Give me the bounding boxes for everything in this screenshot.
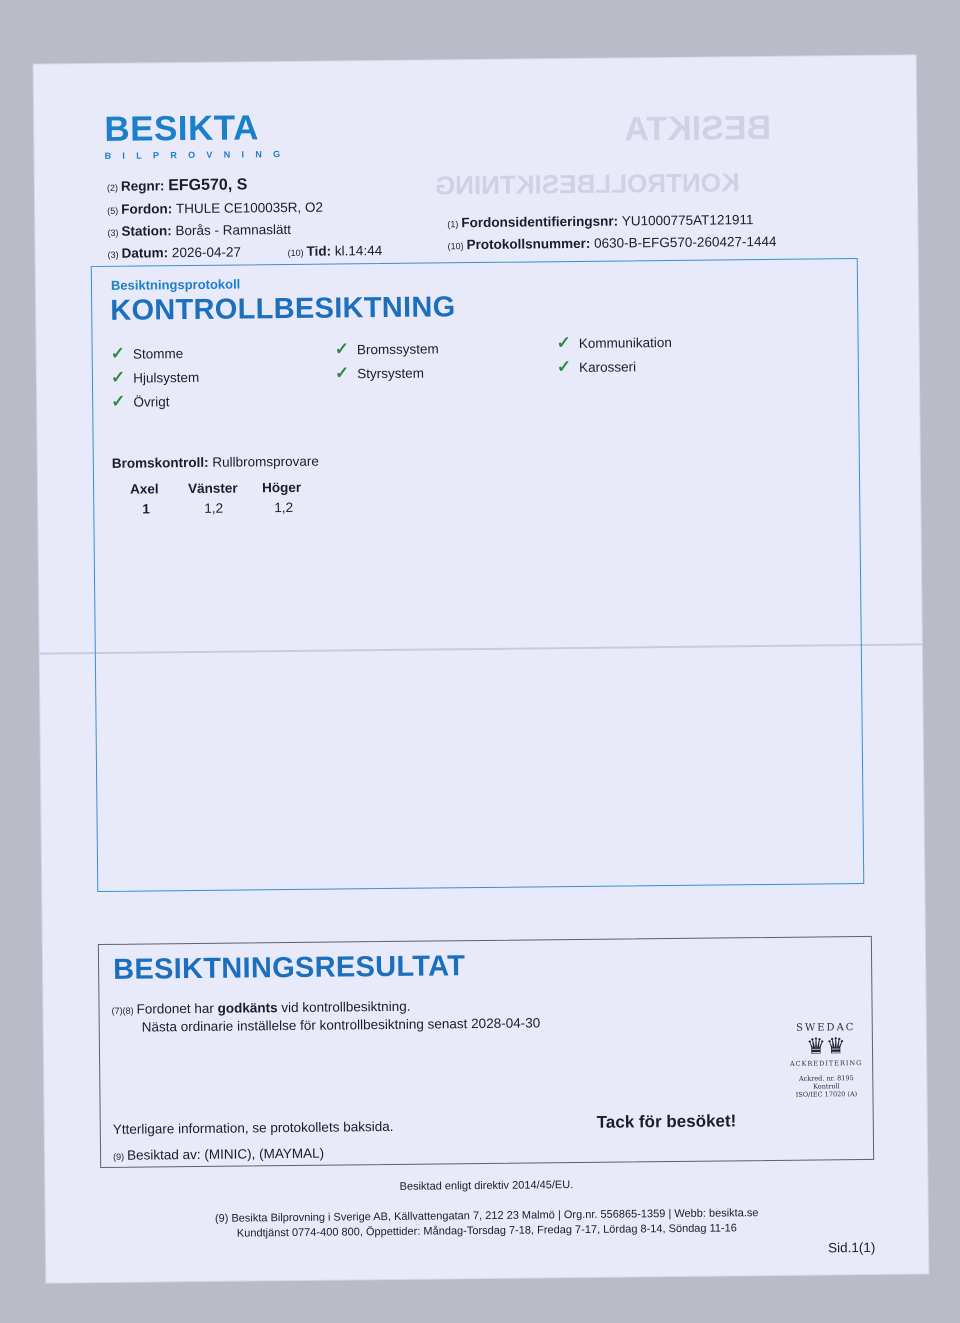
brake-cell-hoger: 1,2 [274,499,294,516]
tid-row: (10) Tid: kl.14:44 [287,243,383,259]
check-item-stomme: ✓ Stomme [110,343,184,363]
checkmark-icon: ✓ [110,343,126,363]
footer-directive: Besiktad enligt direktiv 2014/45/EU. [399,1179,574,1193]
logo-wordmark: BESIKTA [104,108,260,149]
protocol-title: KONTROLLBESIKTNING [110,291,456,327]
result-thanks: Tack för besöket! [596,1111,737,1132]
brake-header-vanster: Vänster [188,480,238,497]
station-row: (3) Station: Borås - Ramnaslätt [107,221,292,239]
three-crowns-icon: ♛♛ [806,1033,846,1059]
inspector-row: (9) Besiktad av: (MINIC), (MAYMAL) [113,1145,325,1163]
result-title: BESIKTNINGSRESULTAT [112,950,466,986]
protokoll-value: 0630-B-EFG570-260427-1444 [594,233,777,251]
checkmark-icon: ✓ [334,339,349,359]
footer-company: (9) Besikta Bilprovning i Sverige AB, Källvattengatan 7, 212 23 Malmö | Org.nr. 556865-1359 | Webb: besikta.se [214,1207,759,1225]
protocol-box [91,258,865,892]
besikta-logo [104,110,291,161]
protokoll-row: (10) Protokollsnummer: 0630-B-EFG570-260427-1444 [447,233,777,253]
checkmark-icon: ✓ [556,333,571,353]
datum-row: (3) Datum: 2026-04-27 [107,244,242,261]
brake-control-value: Rullbromsprovare [212,453,319,470]
swedac-seal: SWEDAC ♛♛ ACKREDITERING Ackred. nr. 8195 Kontroll ISO/IEC 17020 (A) [786,1022,867,1099]
page-number: Sid.1(1) [828,1239,876,1256]
bleed-through-logo: BESIKTA [624,108,772,149]
inspector-value: (MINIC), (MAYMAL) [204,1145,325,1162]
fordon-value: THULE CE100035R, O2 [175,199,324,217]
check-item-ovrigt: ✓ Övrigt [111,391,170,411]
checkmark-icon: ✓ [334,363,350,383]
tid-value: kl.14:44 [334,243,383,259]
check-item-styrsystem: ✓ Styrsystem [334,363,424,383]
station-value: Borås - Ramnaslätt [175,221,292,239]
check-item-karosseri: ✓ Karosseri [556,357,637,377]
brake-control: Bromskontroll: Rullbromsprovare [111,453,319,471]
result-approval: (7)(8) Fordonet har godkänts vid kontrollbesiktning. [111,998,411,1017]
check-item-bromssystem: ✓ Bromssystem [334,339,439,359]
bleed-through-title: KONTROLLBESIKTNING [434,167,740,201]
result-next-inspection: Nästa ordinarie inställelse för kontrollbesiktning senast 2028-04-30 [141,1015,541,1035]
logo-tagline: BILPROVNING [104,148,292,161]
checkmark-icon: ✓ [110,367,126,387]
checkmark-icon: ✓ [111,391,126,411]
fordon-row: (5) Fordon: THULE CE100035R, O2 [107,199,324,217]
footer-contact: Kundtjänst 0774-400 800, Öppettider: Måndag-Torsdag 7-18, Fredag 7-17, Lördag 8-14, Söndag 11-16 [236,1222,737,1240]
brake-header-axel: Axel [130,481,159,497]
brake-header-hoger: Höger [262,479,302,496]
brake-cell-vanster: 1,2 [204,500,224,516]
fordonsid-row: (1) Fordonsidentifieringsnr: YU1000775AT121911 [447,212,754,231]
check-item-kommunikation: ✓ Kommunikation [556,333,672,353]
protocol-label: Besiktningsprotokoll [110,276,241,293]
checkmark-icon: ✓ [556,357,572,377]
regnr-row: (2) Regnr: EFG570, S [106,176,248,195]
regnr-value: EFG570, S [168,176,248,195]
datum-value: 2026-04-27 [171,244,242,261]
check-item-hjulsystem: ✓ Hjulsystem [110,367,200,387]
inspection-protocol-paper [34,55,929,1282]
fordonsid-value: YU1000775AT121911 [621,212,754,229]
result-info: Ytterligare information, se protokollets baksida. [112,1118,394,1137]
brake-cell-axel: 1 [142,501,150,517]
